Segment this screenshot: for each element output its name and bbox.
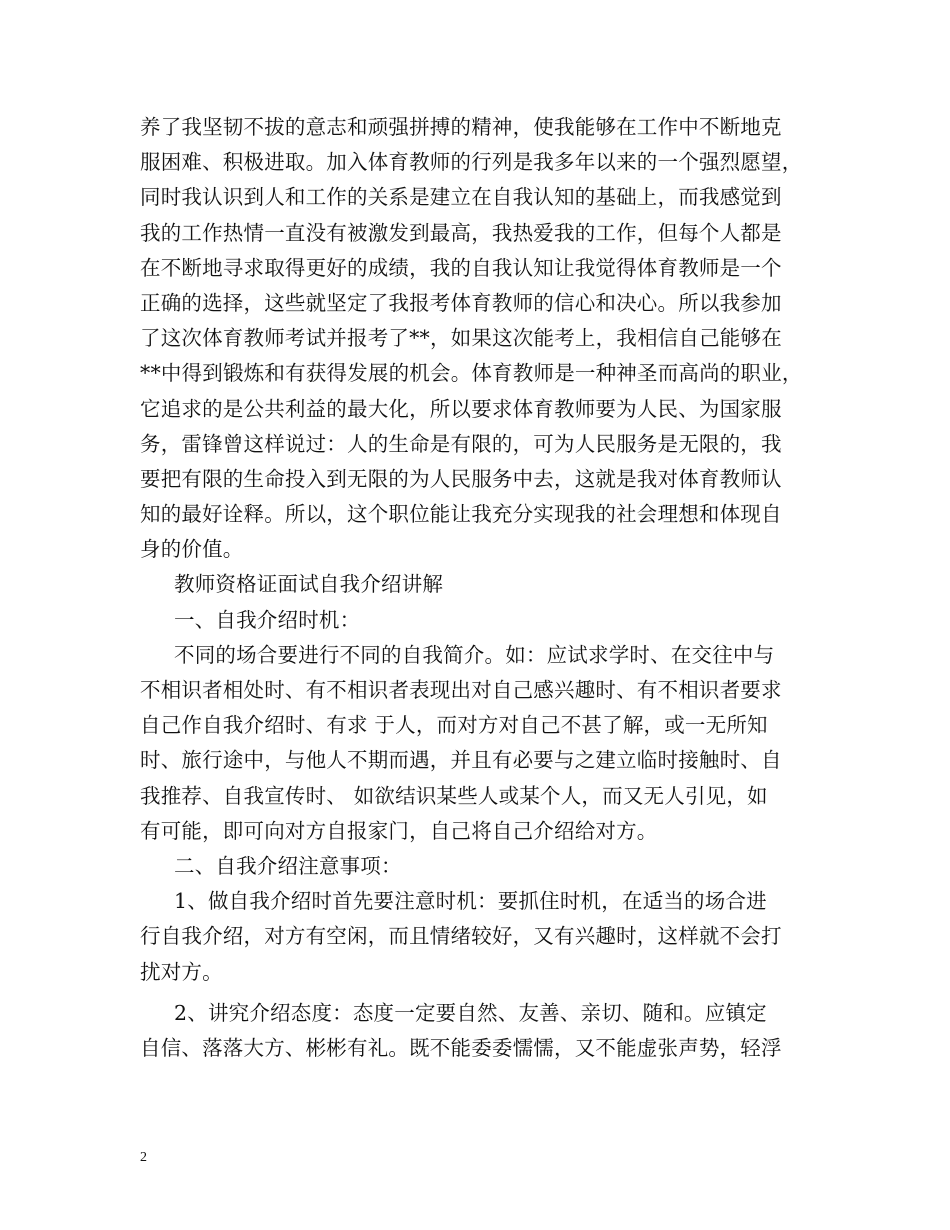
text-line: 1、做自我介绍时首先要注意时机：要抓住时机，在适当的场合进 — [174, 889, 767, 914]
text-line: 行自我介绍，对方有空闲，而且情绪较好，又有兴趣时，这样就不会打 — [140, 924, 782, 949]
section-heading: 二、自我介绍注意事项： — [174, 853, 402, 878]
text-line: 服困难、积极进取。加入体育教师的行列是我多年以来的一个强烈愿望， — [140, 150, 803, 175]
text-line: 不相识者相处时、有不相识者表现出对自己感兴趣时、有不相识者要求 — [140, 678, 782, 702]
text-line: 我推荐、自我宣传时、 如欲结识某些人或某个人，而又无人引见，如 — [140, 783, 768, 808]
text-line: 正确的选择，这些就坚定了我报考体育教师的信心和决心。所以我参加 — [140, 290, 782, 315]
text-line: 扰对方。 — [140, 959, 223, 984]
text-line: 时、旅行途中，与他人不期而遇，并且有必要与之建立临时接触时、自 — [140, 748, 782, 773]
text-line: 了这次体育教师考试并报考了**，如果这次能考上，我相信自己能够在 — [140, 326, 782, 351]
body-text — [140, 110, 820, 1066]
text-line: 自信、落落大方、彬彬有礼。既不能委委懦懦，又不能虚张声势，轻浮 — [140, 1035, 782, 1060]
text-line: 自己作自我介绍时、有求 于人，而对方对自己不甚了解，或一无所知 — [140, 713, 768, 738]
text-line: 务，雷锋曾这样说过：人的生命是有限的，可为人民服务是无限的，我 — [140, 431, 782, 456]
text-line: 同时我认识到人和工作的关系是建立在自我认知的基础上，而我感觉到 — [140, 185, 782, 210]
text-line: 我的工作热情一直没有被激发到最高，我热爱我的工作，但每个人都是 — [140, 220, 782, 245]
text-line: **中得到锻炼和有获得发展的机会。体育教师是一种神圣而高尚的职业， — [140, 361, 803, 386]
text-line: 它追求的是公共利益的最大化，所以要求体育教师要为人民、为国家服 — [140, 396, 782, 421]
section-heading: 一、自我介绍时机： — [174, 607, 361, 632]
text-line: 有可能，即可向对方自报家门，自己将自己介绍给对方。 — [140, 818, 658, 843]
page-number: 2 — [140, 1150, 147, 1165]
text-line: 在不断地寻求取得更好的成绩，我的自我认知让我觉得体育教师是一个 — [140, 255, 782, 280]
text-line: 养了我坚韧不拔的意志和顽强拼搏的精神，使我能够在工作中不断地克 — [140, 115, 782, 139]
text-line: 要把有限的生命投入到无限的为人民服务中去，这就是我对体育教师认 — [140, 466, 782, 491]
text-line: 知的最好诠释。所以，这个职位能让我充分实现我的社会理想和体现自 — [140, 502, 782, 527]
text-line: 身的价值。 — [140, 537, 244, 562]
text-line: 2、讲究介绍态度：态度一定要自然、友善、亲切、随和。应镇定 — [174, 1000, 767, 1025]
section-heading: 教师资格证面试自我介绍讲解 — [174, 572, 444, 597]
text-line: 不同的场合要进行不同的自我简介。如：应试求学时、在交往中与 — [174, 642, 775, 667]
